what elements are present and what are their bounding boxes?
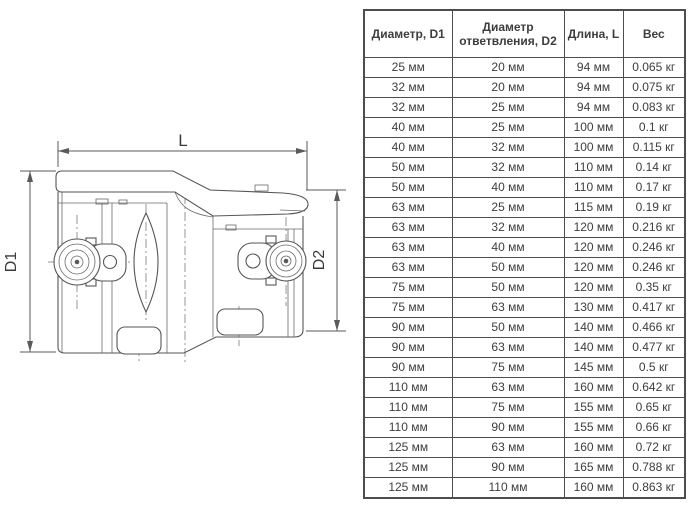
table-cell: 40 мм	[452, 178, 564, 198]
table-cell: 0.19 кг	[623, 198, 685, 218]
table-cell: 160 мм	[564, 478, 623, 499]
table-cell: 125 мм	[364, 478, 452, 499]
table-cell: 0.66 кг	[623, 418, 685, 438]
table-cell: 25 мм	[364, 58, 452, 78]
header-row	[364, 10, 685, 58]
table-cell: 75 мм	[364, 278, 452, 298]
left-terminal	[54, 238, 126, 286]
table-row	[364, 378, 685, 398]
table-cell: 32 мм	[452, 218, 564, 238]
table-cell: 100 мм	[564, 118, 623, 138]
table-cell: 32 мм	[364, 98, 452, 118]
left-terminal-hole	[104, 256, 117, 269]
table-cell: 155 мм	[564, 398, 623, 418]
table-row	[364, 218, 685, 238]
table-cell: 0.14 кг	[623, 158, 685, 178]
table-cell: 63 мм	[364, 218, 452, 238]
table-cell: 90 мм	[452, 418, 564, 438]
table-cell: 130 мм	[564, 298, 623, 318]
right-bottom-tab	[217, 309, 263, 335]
table-cell: 100 мм	[564, 138, 623, 158]
table-row	[364, 98, 685, 118]
table-cell: 140 мм	[564, 338, 623, 358]
table-cell: 90 мм	[452, 458, 564, 478]
header-length-l: Длина, L	[564, 10, 623, 58]
table-row	[364, 58, 685, 78]
hatched-cap	[56, 171, 308, 216]
table-cell: 90 мм	[364, 358, 452, 378]
table-row	[364, 138, 685, 158]
table-cell: 63 мм	[452, 338, 564, 358]
table-cell: 90 мм	[364, 338, 452, 358]
table-row	[364, 298, 685, 318]
table-cell: 94 мм	[564, 78, 623, 98]
right-terminal-hole	[246, 254, 260, 268]
table-row	[364, 458, 685, 478]
table-cell: 63 мм	[364, 258, 452, 278]
table-row	[364, 238, 685, 258]
table-cell: 75 мм	[452, 358, 564, 378]
table-cell: 50 мм	[364, 178, 452, 198]
right-terminal	[238, 236, 306, 285]
table-cell: 120 мм	[564, 258, 623, 278]
table-cell: 40 мм	[452, 238, 564, 258]
table-cell: 0.075 кг	[623, 78, 685, 98]
table-row	[364, 398, 685, 418]
table-cell: 120 мм	[564, 278, 623, 298]
table-cell: 0.788 кг	[623, 458, 685, 478]
table-cell: 40 мм	[364, 138, 452, 158]
length-label: L	[178, 131, 188, 150]
spec-table-body	[364, 58, 685, 499]
table-cell: 32 мм	[452, 158, 564, 178]
table-cell: 0.5 кг	[623, 358, 685, 378]
table-cell: 75 мм	[452, 398, 564, 418]
table-cell: 0.17 кг	[623, 178, 685, 198]
table-cell: 145 мм	[564, 358, 623, 378]
table-row	[364, 338, 685, 358]
table-cell: 40 мм	[364, 118, 452, 138]
table-cell: 0.72 кг	[623, 438, 685, 458]
table-cell: 160 мм	[564, 438, 623, 458]
header-branch-diameter-d2: Диаметр ответвления, D2	[452, 10, 564, 58]
table-cell: 0.35 кг	[623, 278, 685, 298]
dimension-d1	[3, 171, 56, 352]
table-row	[364, 358, 685, 378]
table-cell: 140 мм	[564, 318, 623, 338]
table-row	[364, 318, 685, 338]
table-cell: 0.477 кг	[623, 338, 685, 358]
left-bottom-tab	[117, 327, 161, 354]
header-diameter-d1: Диаметр, D1	[364, 10, 452, 58]
header-weight: Вес	[623, 10, 685, 58]
table-cell: 110 мм	[564, 158, 623, 178]
table-cell: 90 мм	[364, 318, 452, 338]
table-row	[364, 258, 685, 278]
table-cell: 155 мм	[564, 418, 623, 438]
table-cell: 110 мм	[452, 478, 564, 499]
table-cell: 110 мм	[364, 418, 452, 438]
table-row	[364, 198, 685, 218]
table-cell: 165 мм	[564, 458, 623, 478]
table-row	[364, 478, 685, 499]
table-cell: 25 мм	[452, 98, 564, 118]
center-label-oval	[134, 213, 158, 312]
table-cell: 115 мм	[564, 198, 623, 218]
table-cell: 0.466 кг	[623, 318, 685, 338]
table-cell: 25 мм	[452, 198, 564, 218]
table-cell: 94 мм	[564, 98, 623, 118]
table-cell: 0.246 кг	[623, 258, 685, 278]
bottom-tabs	[117, 309, 263, 354]
table-cell: 110 мм	[564, 178, 623, 198]
table-cell: 32 мм	[452, 138, 564, 158]
table-cell: 75 мм	[364, 298, 452, 318]
spec-table-header	[364, 10, 685, 58]
cap-tab	[255, 185, 268, 191]
dimension-d2	[306, 190, 346, 331]
table-cell: 0.1 кг	[623, 118, 685, 138]
table-cell: 20 мм	[452, 58, 564, 78]
table-cell: 120 мм	[564, 238, 623, 258]
table-cell: 0.216 кг	[623, 218, 685, 238]
table-row	[364, 118, 685, 138]
table-cell: 0.863 кг	[623, 478, 685, 499]
table-row	[364, 158, 685, 178]
table-row	[364, 278, 685, 298]
table-row	[364, 78, 685, 98]
table-cell: 50 мм	[452, 278, 564, 298]
table-cell: 94 мм	[564, 58, 623, 78]
table-cell: 50 мм	[364, 158, 452, 178]
table-cell: 25 мм	[452, 118, 564, 138]
table-cell: 120 мм	[564, 218, 623, 238]
table-cell: 0.083 кг	[623, 98, 685, 118]
table-row	[364, 178, 685, 198]
table-cell: 63 мм	[452, 438, 564, 458]
table-cell: 63 мм	[364, 198, 452, 218]
table-cell: 0.417 кг	[623, 298, 685, 318]
table-cell: 32 мм	[364, 78, 452, 98]
spec-table	[363, 9, 686, 499]
table-cell: 125 мм	[364, 458, 452, 478]
d2-label: D2	[311, 249, 328, 271]
table-row	[364, 418, 685, 438]
table-cell: 0.065 кг	[623, 58, 685, 78]
table-cell: 50 мм	[452, 258, 564, 278]
table-cell: 110 мм	[364, 398, 452, 418]
table-cell: 50 мм	[452, 318, 564, 338]
table-row	[364, 438, 685, 458]
table-cell: 0.642 кг	[623, 378, 685, 398]
table-cell: 125 мм	[364, 438, 452, 458]
table-cell: 63 мм	[452, 378, 564, 398]
d1-label: D1	[3, 251, 20, 273]
table-cell: 0.65 кг	[623, 398, 685, 418]
table-cell: 0.115 кг	[623, 138, 685, 158]
table-cell: 63 мм	[452, 298, 564, 318]
table-cell: 0.246 кг	[623, 238, 685, 258]
table-cell: 160 мм	[564, 378, 623, 398]
table-cell: 20 мм	[452, 78, 564, 98]
table-cell: 63 мм	[364, 238, 452, 258]
table-cell: 110 мм	[364, 378, 452, 398]
